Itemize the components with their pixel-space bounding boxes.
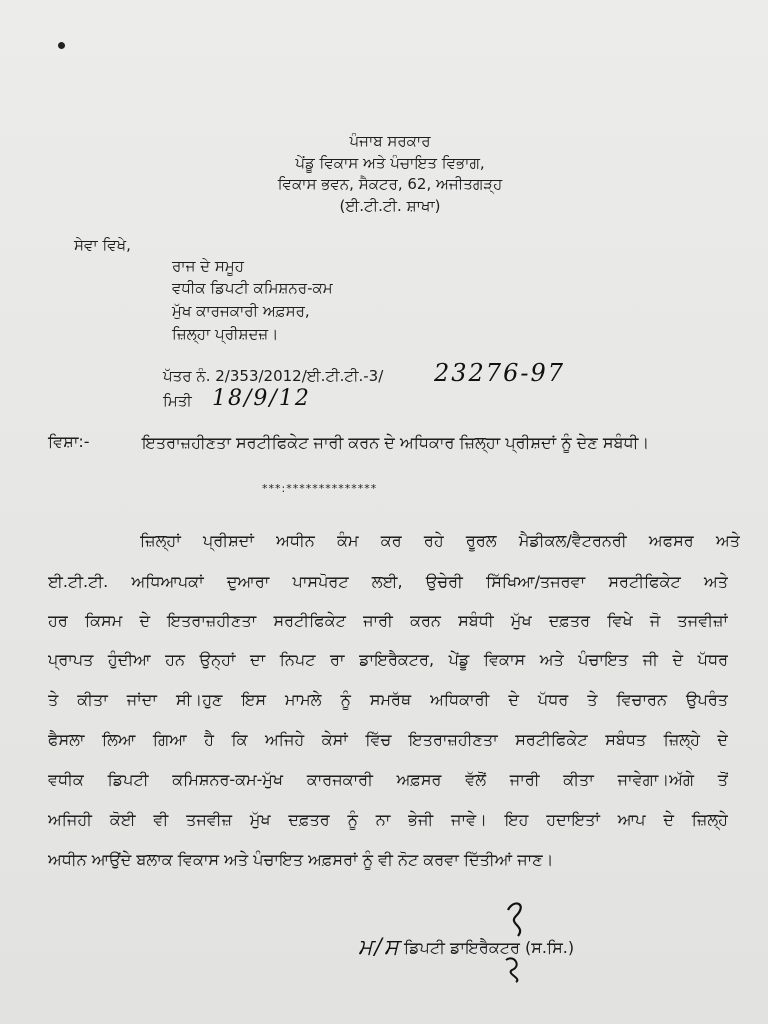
body-line-4: ਪ੍ਰਾਪਤ ਹੁੰਦੀਆ ਹਨ ਉਨ੍ਹਾਂ ਦਾ ਨਿਪਟ ਰਾ ਡਾਇਰੈਕਟਰ, ਪੇਂਡੂ ਵਿਕਾਸ ਅਤੇ ਪੰਚਾਇਤ ਜੀ ਦੇ ਪੱਧਰ: [48, 650, 728, 669]
address-line-3: ਮੁੱਖ ਕਾਰਜਕਾਰੀ ਅਫ਼ਸਰ,: [172, 302, 310, 320]
address-line-2: ਵਧੀਕ ਡਿਪਟੀ ਕਮਿਸ਼ਨਰ-ਕਮ: [172, 279, 333, 297]
body-line-8: ਅਜਿਹੀ ਕੋਈ ਵੀ ਤਜਵੀਜ਼ ਮੁੱਖ ਦਫ਼ਤਰ ਨੂੰ ਨਾ ਭੇਜੀ ਜਾਵੇ। ਇਹ ਹਦਾਇਤਾਂ ਆਪ ਦੇ ਜ਼ਿਲ੍ਹੇ: [48, 810, 728, 829]
subject-label: ਵਿਸ਼ਾ:-: [48, 432, 90, 451]
body-line-2: ਈ.ਟੀ.ਟੀ. ਅਧਿਆਪਕਾਂ ਦੁਆਰਾ ਪਾਸਪੋਰਟ ਲਈ, ਉਚੇਰੀ ਸਿੱਖਿਆ/ਤਜਰਵਾ ਸਰਟੀਫਿਕੇਟ ਅਤੇ: [48, 572, 728, 591]
body-line-1: ਜ਼ਿਲ੍ਹਾਂ ਪ੍ਰੀਸ਼ਦਾਂ ਅਧੀਨ ਕੰਮ ਕਰ ਰਹੇ ਰੂਰਲ ਮੈਡੀਕਲ/ਵੈਟਰਨਰੀ ਅਫਸਰ ਅਤੇ: [140, 531, 740, 550]
address-line-1: ਰਾਜ ਦੇ ਸਮੂਹ: [172, 257, 244, 275]
body-line-6: ਫੈਸਲਾ ਲਿਆ ਗਿਆ ਹੈ ਕਿ ਅਜਿਹੇ ਕੇਸਾਂ ਵਿੱਚ ਇਤਰਾਜ਼ਹੀਣਤਾ ਸਰਟੀਫਿਕੇਟ ਸਬੰਧਤ ਜ਼ਿਲ੍ਹੇ ਦੇ: [48, 730, 728, 749]
subject-text: ਇਤਰਾਜ਼ਹੀਣਤਾ ਸਰਟੀਫਿਕੇਟ ਜਾਰੀ ਕਰਨ ਦੇ ਅਧਿਕਾਰ ਜ਼ਿਲ੍ਹਾ ਪ੍ਰੀਸ਼ਦਾਂ ਨੂੰ ਦੇਣ ਸਬੰਧੀ।: [142, 433, 650, 452]
address-line-4: ਜ਼ਿਲ੍ਹਾ ਪ੍ਰੀਸ਼ਦਜ਼।: [172, 325, 279, 343]
header-department: ਪੇਂਡੂ ਵਿਕਾਸ ਅਤੇ ਪੰਚਾਇਤ ਵਿਭਾਗ,: [295, 154, 485, 172]
body-line-3: ਹਰ ਕਿਸਮ ਦੇ ਇਤਰਾਜ਼ਹੀਣਤਾ ਸਰਟੀਫਿਕੇਟ ਜਾਰੀ ਕਰਨ ਸਬੰਧੀ ਮੁੱਖ ਦਫ਼ਤਰ ਵਿਖੇ ਜੋ ਤਜਵੀਜ਼ਾਂ: [48, 611, 728, 630]
address-salutation: ਸੇਵਾ ਵਿਖੇ,: [74, 236, 131, 254]
body-line-9: ਅਧੀਨ ਆਉਂਦੇ ਬਲਾਕ ਵਿਕਾਸ ਅਤੇ ਪੰਚਾਇਤ ਅਫ਼ਸਰਾਂ ਨੂੰ ਵੀ ਨੋਟ ਕਰਵਾ ਦਿੱਤੀਆਂ ਜਾਣ।: [48, 850, 554, 869]
signature-designation: ਡਿਪਟੀ ਡਾਇਰੈਕਟਰ (ਸ.ਸਿ.): [404, 938, 575, 957]
date-handwritten: 18/9/12: [212, 386, 311, 411]
header-address: ਵਿਕਾਸ ਭਵਨ, ਸੈਕਟਰ, 62, ਅਜੀਤਗੜ੍ਹ: [277, 175, 503, 193]
subject-separator: ***:**************: [262, 482, 378, 495]
body-line-7: ਵਧੀਕ ਡਿਪਟੀ ਕਮਿਸ਼ਨਰ-ਕਮ-ਮੁੱਖ ਕਾਰਜਕਾਰੀ ਅਫ਼ਸਰ ਵੱਲੋਂ ਜਾਰੀ ਕੀਤਾ ਜਾਵੇਗਾ।ਅੱਗੇ ਤੋਂ: [48, 770, 728, 789]
body-line-5: ਤੇ ਕੀਤਾ ਜਾਂਦਾ ਸੀ।ਹੁਣ ਇਸ ਮਾਮਲੇ ਨੂੰ ਸਮਰੱਥ ਅਧਿਕਾਰੀ ਦੇ ਪੱਧਰ ਤੇ ਵਿਚਾਰਨ ਉਪਰੰਤ: [48, 690, 728, 709]
header-branch: (ਈ.ਟੀ.ਟੀ. ਸ਼ਾਖਾ): [339, 197, 441, 215]
ink-dot: [57, 41, 66, 50]
date-label: ਮਿਤੀ: [163, 392, 192, 410]
letter-number-handwritten: 23276-97: [434, 359, 565, 387]
signature-initials: ਮ/ਸ: [358, 935, 401, 960]
header-government: ਪੰਜਾਬ ਸਰਕਾਰ: [349, 132, 431, 150]
letter-number-label: ਪੱਤਰ ਨੰ. 2/353/2012/ਈ.ਟੀ.ਟੀ.-3/: [163, 367, 384, 385]
